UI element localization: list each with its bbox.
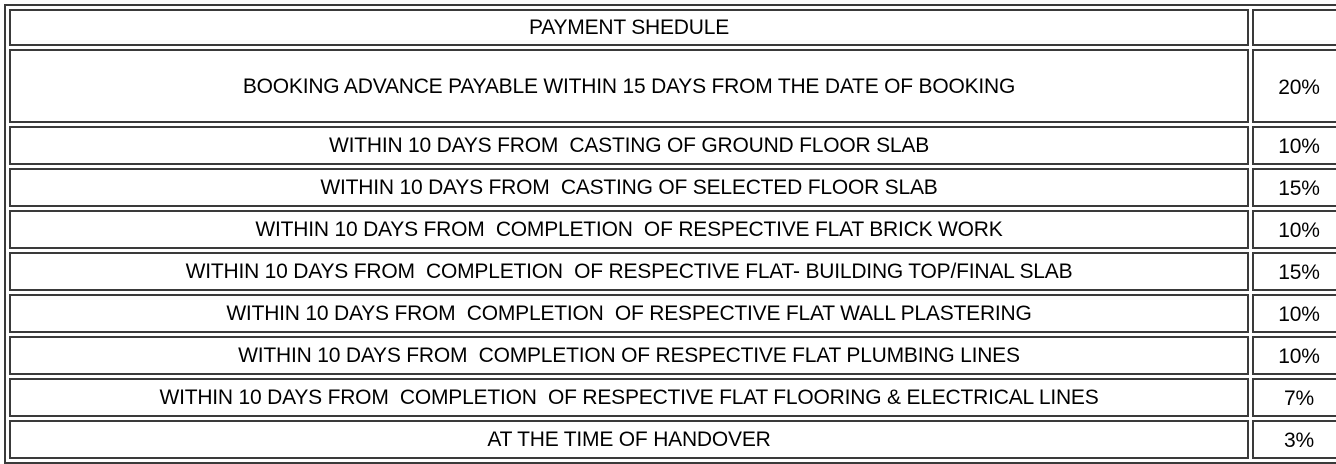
table-row	[9, 210, 1336, 249]
row-percent-value: 10%	[1278, 219, 1320, 242]
row-percent-value: 7%	[1284, 387, 1314, 410]
table-header-empty-cell	[1252, 9, 1336, 46]
row-description: BOOKING ADVANCE PAYABLE WITHIN 15 DAYS FROM THE DATE OF BOOKING	[9, 49, 1249, 123]
row-description: WITHIN 10 DAYS FROM COMPLETION OF RESPECTIVE FLAT BRICK WORK	[9, 210, 1249, 249]
row-description: WITHIN 10 DAYS FROM CASTING OF SELECTED FLOOR SLAB	[9, 168, 1249, 207]
row-percent	[1252, 49, 1336, 123]
row-percent-value: 15%	[1278, 177, 1320, 200]
table-row	[9, 294, 1336, 333]
row-percent	[1252, 294, 1336, 333]
row-description: WITHIN 10 DAYS FROM COMPLETION OF RESPECTIVE FLAT- BUILDING TOP/FINAL SLAB	[9, 252, 1249, 291]
row-percent	[1252, 336, 1336, 375]
row-percent-value: 20%	[1278, 75, 1320, 99]
row-percent	[1252, 168, 1336, 207]
row-percent	[1252, 378, 1336, 417]
table-row	[9, 49, 1336, 123]
table-row	[9, 252, 1336, 291]
row-description: WITHIN 10 DAYS FROM COMPLETION OF RESPECTIVE FLAT WALL PLASTERING	[9, 294, 1249, 333]
row-percent-value: 10%	[1278, 303, 1320, 326]
table-row	[9, 336, 1336, 375]
row-description: WITHIN 10 DAYS FROM CASTING OF GROUND FLOOR SLAB	[9, 126, 1249, 165]
row-percent	[1252, 420, 1336, 459]
row-description: AT THE TIME OF HANDOVER	[9, 420, 1249, 459]
row-description: WITHIN 10 DAYS FROM COMPLETION OF RESPECTIVE FLAT PLUMBING LINES	[9, 336, 1249, 375]
row-percent-value: 15%	[1278, 261, 1320, 284]
row-percent-value: 3%	[1284, 429, 1314, 452]
row-percent	[1252, 252, 1336, 291]
row-percent-value: 10%	[1278, 345, 1320, 368]
row-percent	[1252, 126, 1336, 165]
table-title: PAYMENT SHEDULE	[9, 9, 1249, 46]
table-row	[9, 126, 1336, 165]
table-row	[9, 168, 1336, 207]
payment-schedule-table-wrap	[4, 4, 1336, 464]
row-description: WITHIN 10 DAYS FROM COMPLETION OF RESPECTIVE FLAT FLOORING & ELECTRICAL LINES	[9, 378, 1249, 417]
payment-schedule-table	[4, 4, 1336, 464]
table-row	[9, 420, 1336, 459]
row-percent-value: 10%	[1278, 135, 1320, 158]
row-percent	[1252, 210, 1336, 249]
table-header-row	[9, 9, 1336, 46]
table-row	[9, 378, 1336, 417]
